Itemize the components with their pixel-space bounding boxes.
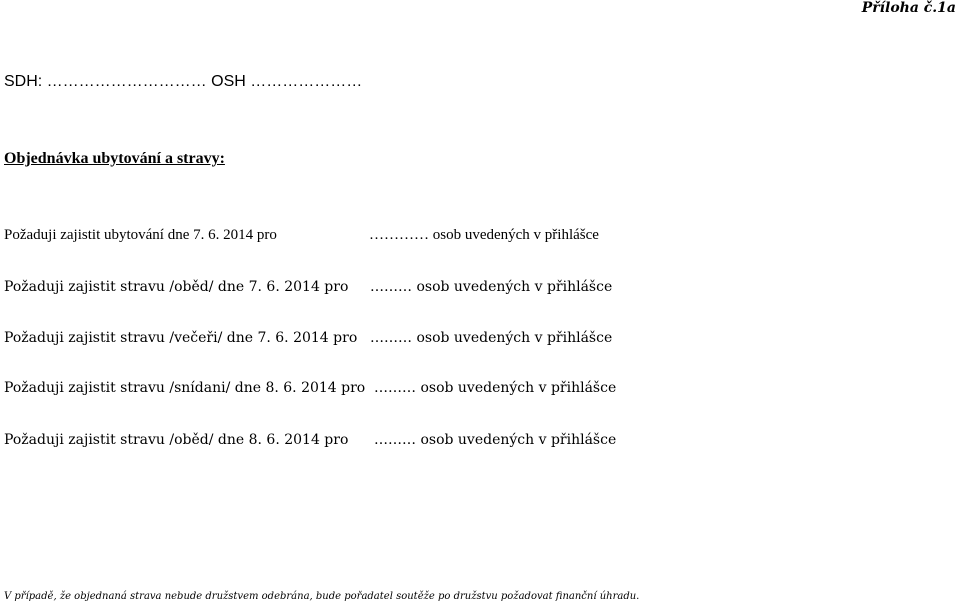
request-text: Požaduji zajistit stravu /oběd/ dne 7. 6. 2014 pro xyxy=(4,279,349,295)
person-count-blank: ……… osob uvedených v přihlášce xyxy=(374,380,617,396)
person-count-blank: ……… osob uvedených v přihlášce xyxy=(374,432,617,448)
person-count-blank: ………… osob uvedených v přihlášce xyxy=(369,227,599,243)
person-count-blank: ……… osob uvedených v přihlášce xyxy=(370,330,613,346)
request-text: Požaduji zajistit stravu /večeři/ dne 7. 6. 2014 pro xyxy=(4,330,358,346)
attachment-label: Příloha č.1a xyxy=(861,0,956,16)
person-count-blank: ……… osob uvedených v přihlášce xyxy=(370,279,613,295)
order-heading: Objednávka ubytování a stravy: xyxy=(4,150,225,167)
request-text: Požaduji zajistit ubytování dne 7. 6. 2014 pro xyxy=(4,227,277,243)
footer-note: V případě, že objednaná strava nebude družstvem odebrána, bude pořadatel soutěže po družstvu požadovat finanční úhradu. xyxy=(4,591,640,602)
request-text: Požaduji zajistit stravu /oběd/ dne 8. 6. 2014 pro xyxy=(4,432,349,448)
request-text: Požaduji zajistit stravu /snídani/ dne 8. 6. 2014 pro xyxy=(4,380,366,396)
sdh-osh-line: SDH: ………………………… OSH ………………… xyxy=(4,73,363,90)
